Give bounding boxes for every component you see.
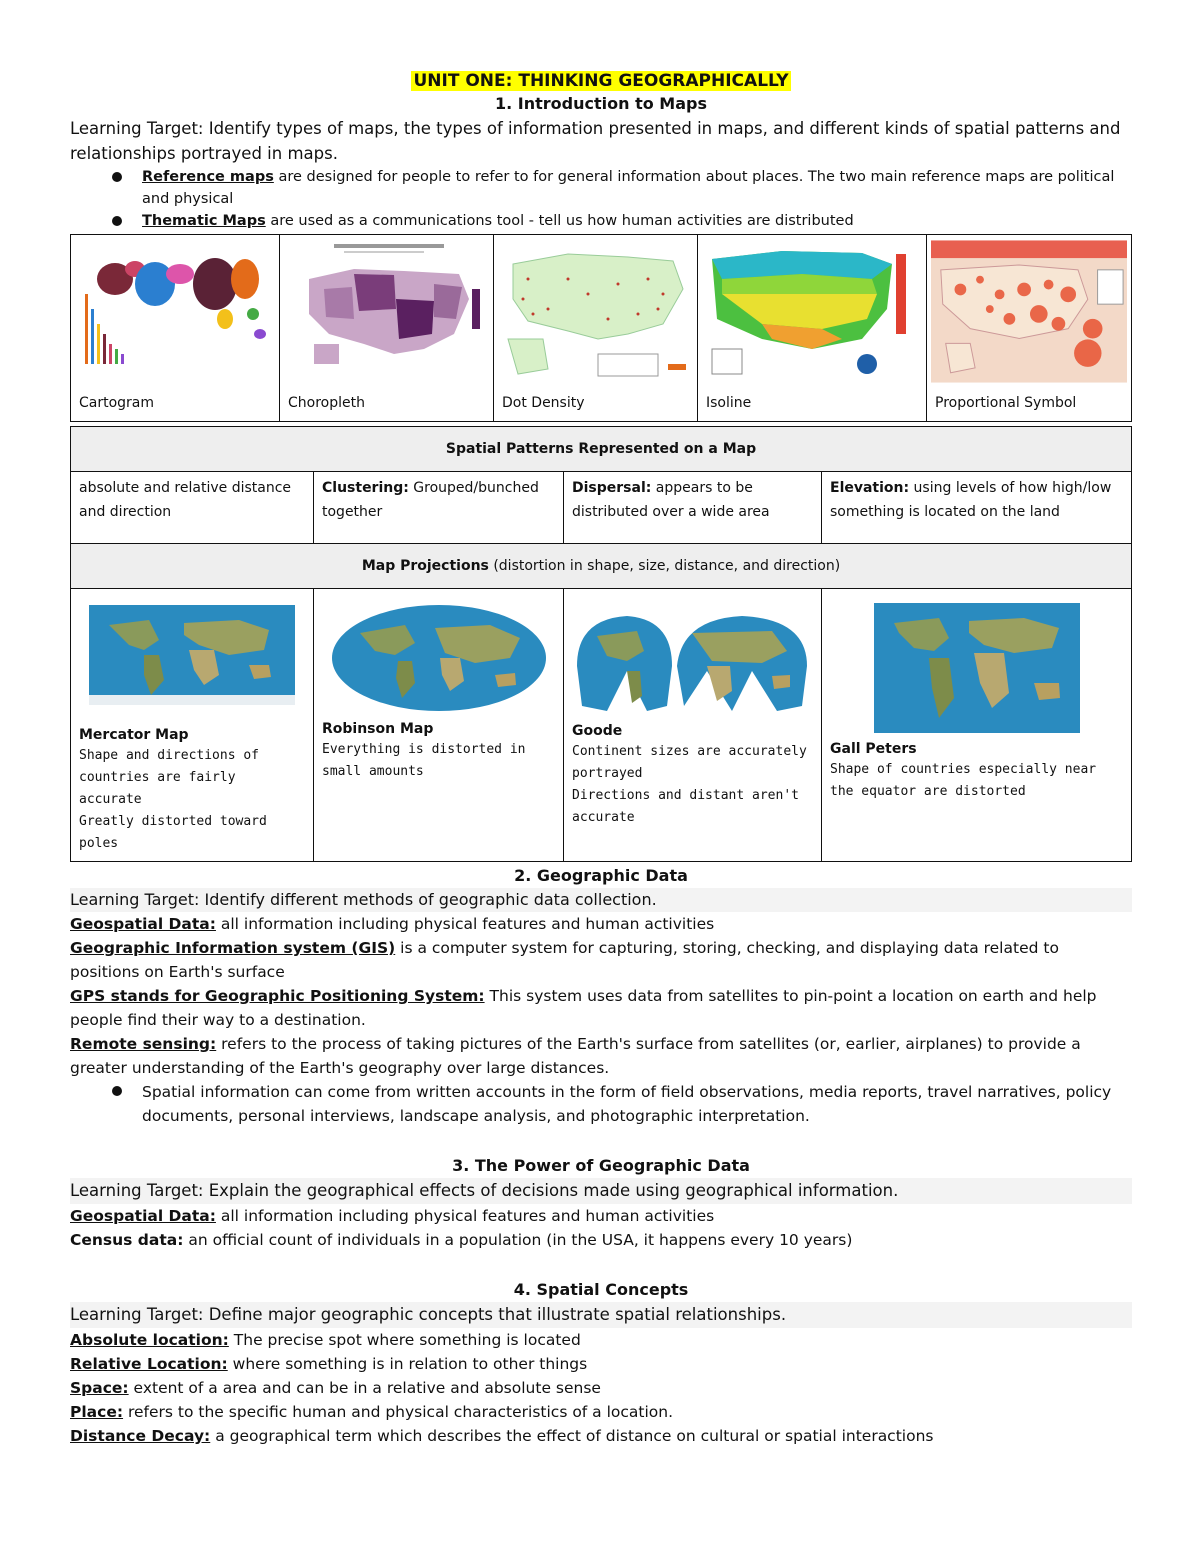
- isoline-map-image: [702, 239, 922, 384]
- projection-name-goode: Goode: [572, 723, 623, 739]
- pattern-dispersal: Dispersal: appears to be distributed over a wide area: [564, 472, 822, 544]
- map-cell-isoline: [698, 235, 927, 422]
- map-label-proportional-symbol: Proportional Symbol: [935, 395, 1077, 411]
- projection-name-robinson: Robinson Map: [322, 721, 434, 737]
- pattern-clustering: Clustering: Grouped/bunched together: [314, 472, 564, 544]
- projection-desc-gall-peters: Shape of countries especially near the equator are distorted: [830, 762, 1097, 799]
- pattern-elevation: Elevation: using levels of how high/low something is located on the land: [822, 472, 1132, 544]
- bullet-spatial-information: Spatial information can come from written accounts in the form of field observations, media reports, travel narratives, policy documents, personal interviews, landscape analysis, and photographic interpretation.: [70, 1080, 1132, 1128]
- section-3-heading: 3. The Power of Geographic Data: [452, 1156, 750, 1175]
- def-geospatial-data: Geospatial Data: all information including physical features and human activities: [70, 915, 715, 933]
- projection-name-gall-peters: Gall Peters: [830, 741, 917, 757]
- learning-target-3: Learning Target: Explain the geographical effects of decisions made using geographical information.: [70, 1178, 1132, 1204]
- choropleth-map-image: [284, 239, 489, 384]
- thematic-maps-table: [70, 234, 1132, 422]
- map-cell-choropleth: [280, 235, 494, 422]
- learning-target-1: Learning Target: Identify types of maps, the types of information presented in maps, and different kinds of spatial patterns and relationships portrayed in maps.: [70, 119, 1121, 163]
- def-gis: Geographic Information system (GIS) is a computer system for capturing, storing, checking, and displaying data related to positions on Earth's surface: [70, 939, 1059, 981]
- spatial-information-bullets: [70, 1080, 1132, 1128]
- dot-density-map-image: [498, 239, 693, 384]
- bullet-thematic-maps: Thematic Maps are used as a communications tool - tell us how human activities are distributed: [70, 210, 1132, 232]
- pattern-distance: absolute and relative distance and direction: [71, 472, 314, 544]
- map-cell-dot-density: [494, 235, 698, 422]
- learning-target-4: Learning Target: Define major geographic concepts that illustrate spatial relationships.: [70, 1302, 1132, 1328]
- goode-map-image: [572, 611, 812, 721]
- map-cell-proportional-symbol: [927, 235, 1132, 422]
- section-1-heading: 1. Introduction to Maps: [495, 94, 707, 113]
- robinson-map-image: [330, 603, 548, 713]
- projection-mercator: [71, 589, 314, 862]
- projection-desc-goode: Continent sizes are accurately portrayed Directions and distant aren't accurate: [572, 744, 807, 825]
- def-distance-decay: Distance Decay: a geographical term which describes the effect of distance on cultural or spatial interactions: [70, 1427, 934, 1445]
- def-remote-sensing: Remote sensing: refers to the process of taking pictures of the Earth's surface from satellites (or, earlier, airplanes) to provide a greater understanding of the Earth's geography over large distances.: [70, 1035, 1081, 1077]
- projection-desc-mercator: Shape and directions of countries are fairly accurate Greatly distorted toward poles: [79, 748, 267, 851]
- cartogram-map-image: [75, 239, 275, 384]
- map-cell-cartogram: [71, 235, 280, 422]
- def-absolute-location: Absolute location: The precise spot where something is located: [70, 1331, 581, 1349]
- bullet-reference-maps: Reference maps are designed for people to refer to for general information about places. The two main reference maps are political and physical: [70, 166, 1132, 210]
- def-space: Space: extent of a area and can be in a relative and absolute sense: [70, 1379, 601, 1397]
- map-label-choropleth: Choropleth: [288, 395, 365, 411]
- def-gps: GPS stands for Geographic Positioning System: This system uses data from satellites to pin-point a location on earth and help people find their way to a destination.: [70, 987, 1097, 1029]
- projection-desc-robinson: Everything is distorted in small amounts: [322, 742, 526, 779]
- map-label-isoline: Isoline: [706, 395, 752, 411]
- proportional-symbol-map-image: [931, 239, 1127, 384]
- document-page: [70, 70, 1132, 1448]
- projection-name-mercator: Mercator Map: [79, 727, 189, 743]
- map-label-cartogram: Cartogram: [79, 395, 155, 411]
- def-geospatial-data-2: Geospatial Data: all information including physical features and human activities: [70, 1207, 715, 1225]
- projection-gall-peters: [822, 589, 1132, 862]
- learning-target-2: Learning Target: Identify different methods of geographic data collection.: [70, 888, 1132, 912]
- spatial-patterns-table: [70, 426, 1132, 862]
- def-census-data: Census data: an official count of individuals in a population (in the USA, it happens every 10 years): [70, 1231, 853, 1249]
- map-types-bullets: [70, 166, 1132, 232]
- mercator-map-image: [89, 605, 295, 705]
- map-projections-heading: Map Projections (distortion in shape, size, distance, and direction): [71, 544, 1132, 589]
- gall-peters-map-image: [874, 603, 1080, 733]
- def-relative-location: Relative Location: where something is in relation to other things: [70, 1355, 588, 1373]
- def-place: Place: refers to the specific human and physical characteristics of a location.: [70, 1403, 674, 1421]
- map-label-dot-density: Dot Density: [502, 395, 585, 411]
- unit-title: UNIT ONE: THINKING GEOGRAPHICALLY: [413, 71, 789, 91]
- projection-goode: [564, 589, 822, 862]
- section-4-heading: 4. Spatial Concepts: [513, 1280, 689, 1299]
- spatial-patterns-heading: Spatial Patterns Represented on a Map: [71, 427, 1132, 472]
- projection-robinson: [314, 589, 564, 862]
- section-2-heading: 2. Geographic Data: [514, 866, 688, 885]
